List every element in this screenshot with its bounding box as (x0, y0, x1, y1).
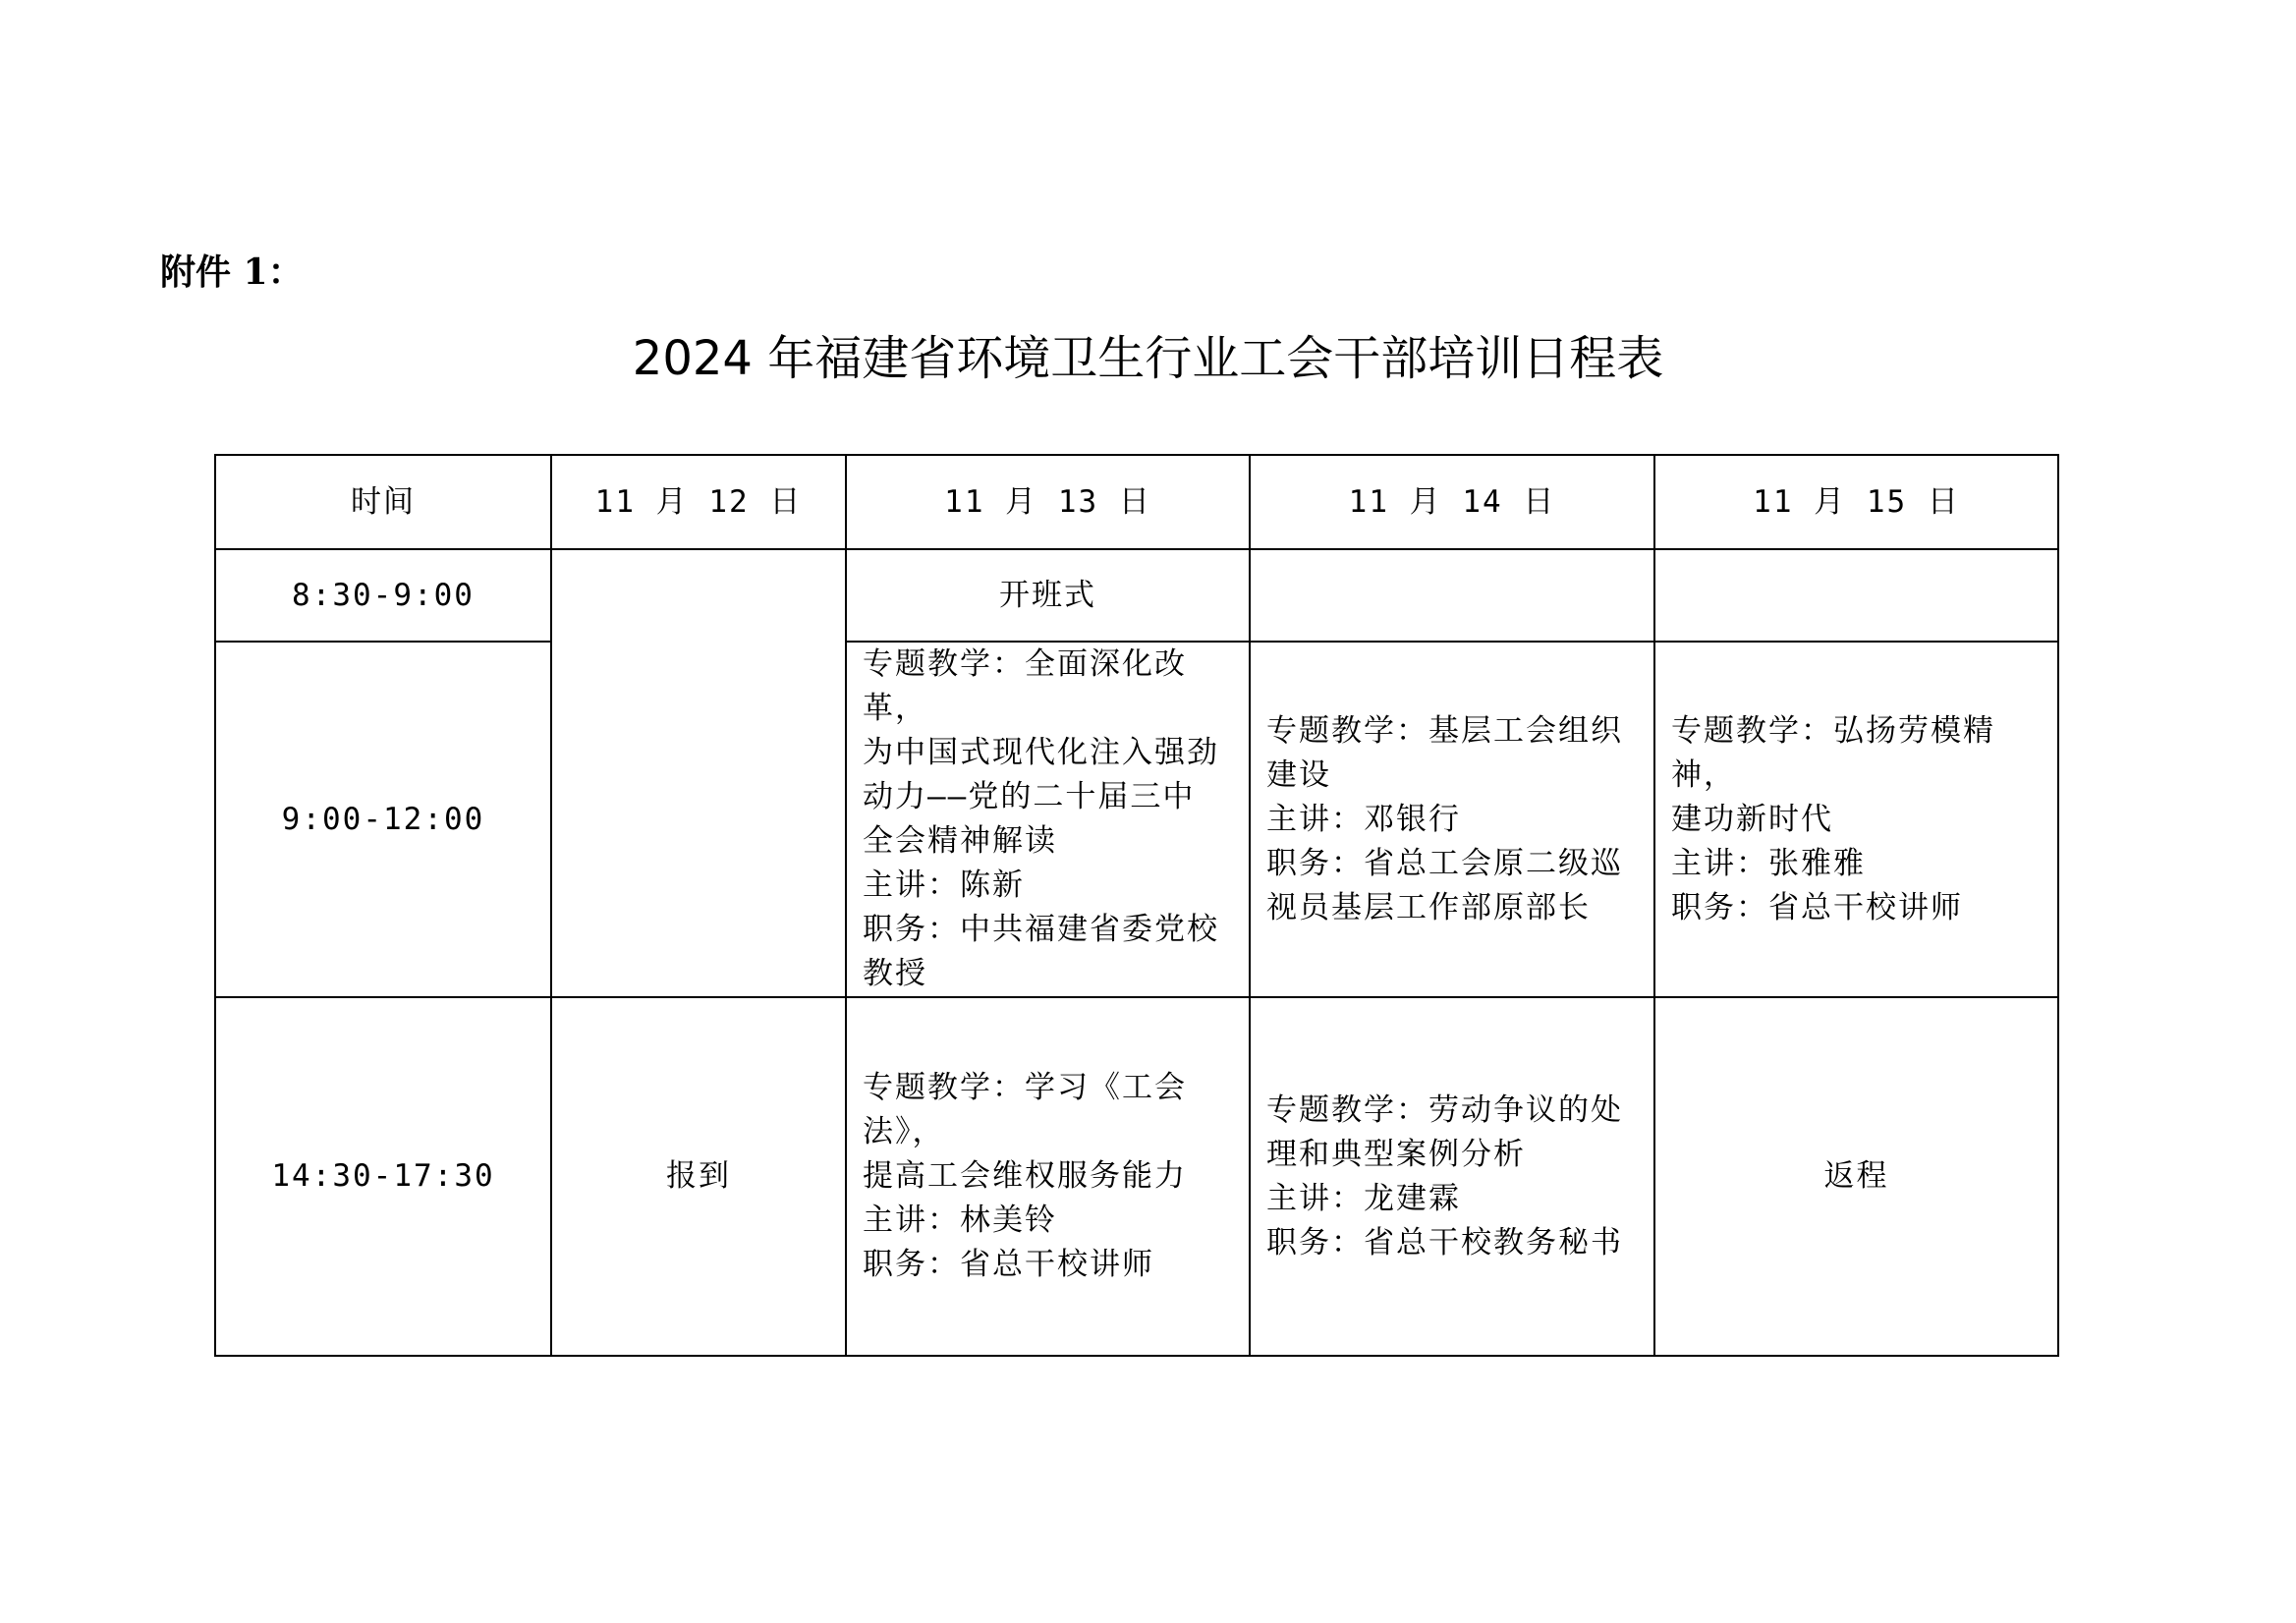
session-day15-morning (1654, 642, 2058, 997)
cell-day15-opening-empty (1654, 549, 2058, 642)
schedule-table (214, 454, 2059, 1357)
table-row (215, 642, 2058, 997)
header-day-12: 11 月 12 日 (551, 455, 846, 549)
header-day-15: 11 月 15 日 (1654, 455, 2058, 549)
session-topic: 动力——党的二十届三中 (863, 779, 1196, 814)
time-slot-morning-opening: 8:30-9:00 (215, 549, 551, 642)
cell-return-trip: 返程 (1654, 997, 2058, 1356)
time-slot-morning: 9:00-12:00 (215, 642, 551, 997)
session-speaker: 主讲：张雅雅 (1671, 845, 1866, 881)
session-topic: 全会精神解读 (863, 823, 1057, 859)
session-speaker-title: 职务：省总干校讲师 (863, 1247, 1154, 1282)
cell-day12-morning (551, 549, 846, 997)
session-topic: 专题教学：全面深化改革， (863, 646, 1187, 726)
cell-registration: 报到 (551, 997, 846, 1356)
session-topic: 理和典型案例分析 (1266, 1136, 1526, 1172)
time-slot-afternoon: 14:30-17:30 (215, 997, 551, 1356)
attachment-label: 附件 1： (160, 252, 304, 293)
session-topic: 专题教学：弘扬劳模精神， (1671, 712, 1995, 793)
session-speaker-title: 职务：中共福建省委党校 (863, 912, 1219, 947)
session-day13-afternoon (846, 997, 1250, 1356)
session-speaker: 主讲：龙建霖 (1266, 1180, 1461, 1216)
session-speaker-title: 教授 (863, 956, 927, 991)
session-day13-morning (846, 642, 1250, 997)
header-day-13: 11 月 13 日 (846, 455, 1250, 549)
session-speaker-title: 职务：省总干校教务秘书 (1266, 1224, 1623, 1260)
session-topic: 为中国式现代化注入强劲 (863, 735, 1219, 770)
header-day-14: 11 月 14 日 (1250, 455, 1654, 549)
session-speaker: 主讲：林美铃 (863, 1203, 1057, 1238)
session-day14-afternoon (1250, 997, 1654, 1356)
table-row (215, 997, 2058, 1356)
session-day14-morning (1250, 642, 1654, 997)
session-speaker: 主讲：陈新 (863, 867, 1025, 903)
session-topic: 建设 (1266, 756, 1331, 793)
session-topic: 专题教学：学习《工会法》， (863, 1070, 1187, 1149)
cell-day14-opening-empty (1250, 549, 1654, 642)
session-topic: 提高工会维权服务能力 (863, 1158, 1187, 1194)
session-speaker-title: 职务：省总干校讲师 (1671, 889, 1963, 925)
session-topic: 专题教学：劳动争议的处 (1266, 1091, 1623, 1128)
header-row (215, 455, 2058, 549)
cell-opening-ceremony: 开班式 (846, 549, 1250, 642)
header-time: 时间 (215, 455, 551, 549)
page-title: 2024 年福建省环境卫生行业工会干部培训日程表 (632, 331, 1664, 386)
session-topic: 建功新时代 (1671, 801, 1833, 837)
session-speaker-title: 职务：省总工会原二级巡 (1266, 845, 1623, 881)
table-row (215, 549, 2058, 642)
session-speaker-title: 视员基层工作部原部长 (1266, 889, 1591, 925)
session-topic: 专题教学：基层工会组织 (1266, 712, 1623, 749)
session-speaker: 主讲：邓银行 (1266, 801, 1461, 837)
